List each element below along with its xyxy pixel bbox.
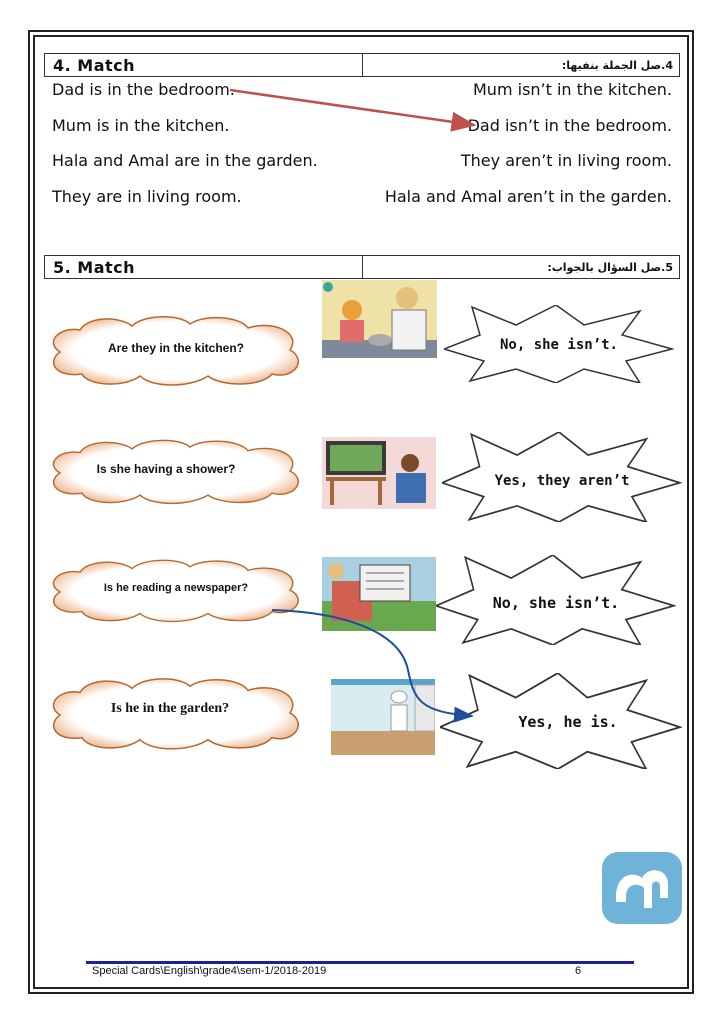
section-4-arabic-title: 4.صل الجملة بنفيها: (561, 59, 673, 72)
page-number: 6 (575, 965, 582, 977)
section-4-left-item: Mum is in the kitchen. (52, 116, 230, 135)
section-4-title: 4. Match (45, 54, 363, 76)
section-4-left-item: They are in living room. (52, 187, 242, 206)
question-text: Is she having a shower? (96, 462, 236, 476)
answer-text: No, she isn’t. (492, 594, 620, 612)
section-4-right-item: Dad isn’t in the bedroom. (467, 116, 672, 135)
question-text: Is he reading a newspaper? (103, 582, 249, 594)
answer-text: Yes, he is. (518, 713, 618, 731)
section-5-title: 5. Match (45, 256, 363, 278)
question-text: Are they in the kitchen? (107, 341, 245, 355)
section-4-right-item: Mum isn’t in the kitchen. (473, 80, 672, 99)
section-4-right-item: They aren’t in living room. (460, 151, 672, 170)
question-text: Is he in the garden? (110, 701, 230, 716)
section-4-right-item: Hala and Amal aren’t in the garden. (384, 187, 672, 206)
footer-rule (86, 961, 634, 964)
section-4-left-item: Hala and Amal are in the garden. (52, 151, 318, 170)
answer-text: No, she isn’t. (499, 337, 618, 353)
watermark-logo-icon (602, 852, 682, 924)
section-4-left-item: Dad is in the bedroom. (52, 80, 235, 99)
section-5-arabic-title: 5.صل السؤال بالجواب: (547, 261, 673, 274)
footer-path: Special Cards\English\grade4\sem-1/2018-2019 (92, 965, 327, 977)
answer-text: Yes, they aren’t (494, 473, 630, 489)
